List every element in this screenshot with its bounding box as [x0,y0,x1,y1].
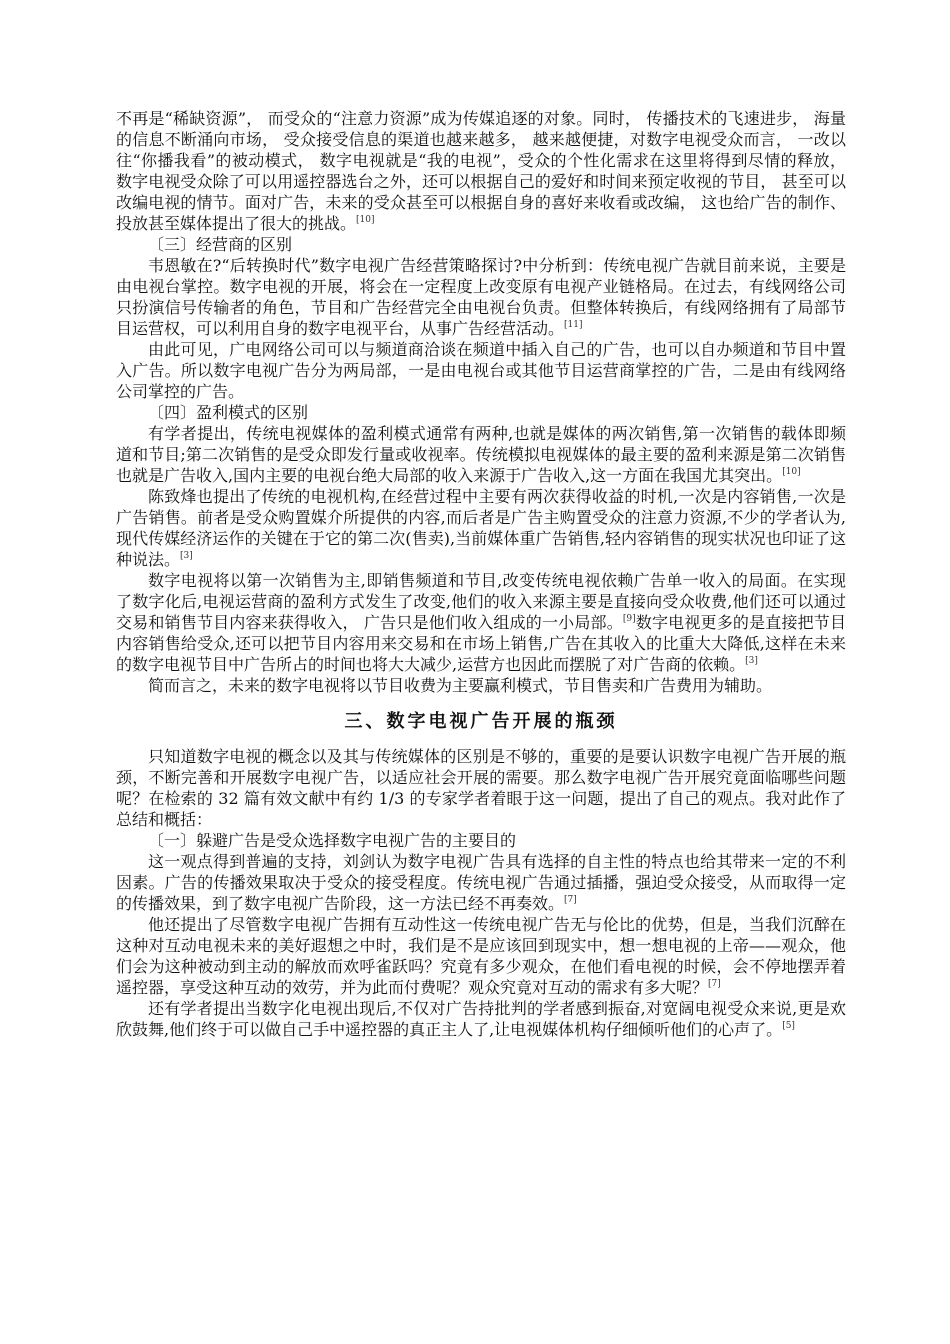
document-page [116,108,846,1040]
citation: [11] [564,320,583,330]
paragraph-audience-challenge: 不再是“稀缺资源”， 而受众的“注意力资源”成为传媒追逐的对象。同时， 传播技术的飞速进步， 海量的信息不断涌向市场， 受众接受信息的渠道也越来越多， 越来越便捷，对数字电视受众而言， 一改以往“你播我看”的被动模式， 数字电视就是“我的电视”，受众的个性化需求在这里将得到尽情的释放， 数字电视受众除了可以用遥控器选台之外，还可以根据自己的爱好和时间来预定收视的节目， 甚至可以改编电视的情节。面对广告，未来的受众甚至可以根据自身的喜好来收看或改编， 这也给广告的制作、投放甚至媒体提出了很大的挑战。[10] [116,109,846,233]
citation: [7] [708,979,721,989]
citation: [7] [564,895,577,905]
paragraph-summary: 简而言之，未来的数字电视将以节目收费为主要赢利模式，节目售卖和广告费用为辅助。 [148,676,773,695]
paragraph-first-sale: 数字电视将以第一次销售为主,即销售频道和节目,改变传统电视依赖广告单一收入的局面。在实现了数字化后,电视运营商的盈利方式发生了改变,他们的收入来源主要是直接向受众收费,他们还可以通过交易和销售节目内容来获得收入， 广告只是他们收入组成的一小局部。[9]数字电视更多的是直接把节目内容销售给受众,还可以把节目内容用来交易和在市场上销售,广告在其收入的比重大大降低,这样在未来的数字电视节目中广告所占的时间也将大大减少,运营方也因此而摆脱了对广告商的依赖。[3] [116,571,846,674]
paragraph-remote-master: 还有学者提出当数字化电视出现后,不仅对广告持批判的学者感到振奋,对宽阔电视受众来说,更是欢欣鼓舞,他们终于可以做自己手中遥控器的真正主人了,让电视媒体机构仔细倾听他们的心声了。[5] [116,999,846,1039]
paragraph-network-company: 由此可见，广电网络公司可以与频道商洽谈在频道中插入自己的广告，也可以自办频道和节目中置入广告。所以数字电视广告分为两局部，一是由电视台或其他节目运营商掌控的广告，二是由有线网络公司掌控的广告。 [116,340,846,401]
citation: [9] [622,614,636,624]
paragraph-interactivity: 他还提出了尽管数字电视广告拥有互动性这一传统电视广告无与伦比的优势，但是，当我们沉醉在这种对互动电视未来的美好遐想之中时，我们是不是应该回到现实中，想一想电视的上帝——观众，他们会为这种被动到主动的解放而欢呼雀跃吗？究竟有多少观众，在他们看电视的时候，会不停地摆弄着遥控器，享受这种互动的效劳，并为此而付费呢？观众究竟对互动的需求有多大呢？[7] [116,915,846,997]
subheading-avoid-ads: 〔一〕躲避广告是受众选择数字电视广告的主要目的 [148,831,517,850]
section-title-bottleneck: 三、数字电视广告开展的瓶颈 [344,711,618,732]
paragraph-two-sales: 有学者提出，传统电视媒体的盈利模式通常有两种,也就是媒体的两次销售,第一次销售的载体即频道和节目;第二次销售的是受众即发行量或收视率。传统模拟电视媒体的最主要的盈利来源是第二次销售也就是广告收入,国内主要的电视台绝大局部的收入来源于广告收入,这一方面在我国尤其突出。[10] [116,424,846,485]
subheading-profit-model: 〔四〕盈利模式的区别 [148,403,309,422]
paragraph-liu-jian: 这一观点得到普遍的支持，刘剑认为数字电视广告具有选择的自主性的特点也给其带来一定的不利因素。广告的传播效果取决于受众的接受程度。传统电视广告通过插播，强迫受众接受，从而取得一定的传播效果，到了数字电视广告阶段，这一方法已经不再奏效。[7] [116,852,846,913]
citation: [10] [356,215,375,225]
citation: [3] [745,656,758,666]
citation: [3] [180,551,193,561]
paragraph-bottleneck-intro: 只知道数字电视的概念以及其与传统媒体的区别是不够的，重要的是要认识数字电视广告开展的瓶颈，不断完善和开展数字电视广告，以适应社会开展的需要。那么数字电视广告开展究竟面临哪些问题呢？在检索的 32 篇有效文献中有约 1/3 的专家学者着眼于这一问题，提出了自己的观点。我对此作了总结和概括： [116,747,846,829]
paragraph-chen-zhifeng: 陈致烽也提出了传统的电视机构,在经营过程中主要有两次获得收益的时机,一次是内容销售,一次是广告销售。前者是受众购置媒介所提供的内容,而后者是广告主购置受众的注意力资源,不少的学者认为,现代传媒经济运作的关键在于它的第二次(售卖),当前媒体重广告销售,轻内容销售的现实状况也印证了这种说法。[3] [116,487,846,569]
subheading-operator-difference: 〔三〕经营商的区别 [148,235,293,254]
citation: [5] [782,1021,795,1031]
paragraph-wei-enmin: 韦恩敏在?“后转换时代”数字电视广告经营策略探讨?中分析到：传统电视广告就目前来说，主要是由电视台掌控。数字电视的开展，将会在一定程度上改变原有电视产业链格局。在过去，有线网络公司只扮演信号传输者的角色，节目和广告经营完全由电视台负责。但整体转换后，有线网络拥有了局部节目运营权，可以利用自身的数字电视平台，从事广告经营活动。[11] [116,256,846,338]
citation: [10] [782,467,801,477]
